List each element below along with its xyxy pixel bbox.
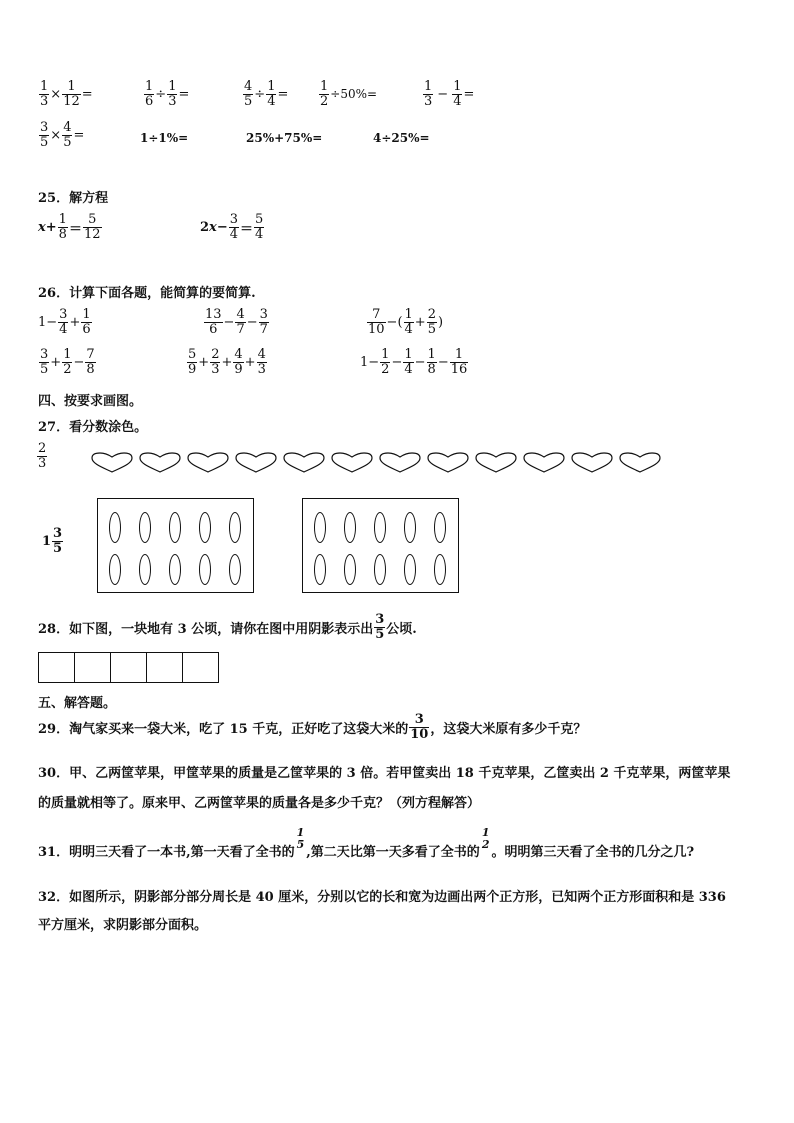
q25-equation1: x+ $\frac{1}{8}$ ＝ $\frac{5}{12}$	[38, 212, 101, 242]
oval-shape[interactable]	[344, 554, 356, 585]
q25-equation2: 2x− $\frac{3}{4}$ ＝ $\frac{5}{4}$	[200, 212, 264, 242]
oval-shape[interactable]	[169, 512, 181, 543]
land-grid-cell[interactable]	[74, 652, 111, 683]
heart-shape[interactable]	[522, 452, 566, 478]
section-4-heading: 四、按要求画图。	[38, 394, 143, 409]
heart-shape[interactable]	[426, 452, 470, 478]
calc-row2-expr2: 1÷1%=	[140, 131, 189, 145]
q31-text: 31．明明三天看了一本书,第一天看了全书的 1 5 ,第二天比第一天多看了全书的 1 2 。明明第三天看了全书的几分之几?	[38, 826, 695, 861]
q27-fraction-ovals: 1 $\frac{3}{5}$	[42, 526, 63, 556]
oval-shape[interactable]	[374, 554, 386, 585]
heart-shape[interactable]	[330, 452, 374, 478]
calc-row2-expr3: 25%+75%=	[246, 131, 323, 145]
oval-shape[interactable]	[229, 512, 241, 543]
land-grid-cell[interactable]	[38, 652, 75, 683]
oval-shape[interactable]	[404, 554, 416, 585]
oval-shape[interactable]	[109, 554, 121, 585]
oval-shape[interactable]	[374, 512, 386, 543]
calc-row2-expr1: $\frac{3}{5}$ × $\frac{4}{5}$ =	[40, 120, 85, 150]
calc-row2-expr4: 4÷25%=	[373, 131, 430, 145]
heart-shape[interactable]	[618, 452, 662, 478]
oval-shape[interactable]	[199, 554, 211, 585]
oval-shape[interactable]	[109, 512, 121, 543]
q27-title: 27．看分数涂色。	[38, 420, 148, 435]
oval-panel-right[interactable]	[302, 498, 459, 593]
q29-text: 29．淘气家买来一袋大米，吃了 15 千克，正好吃了这袋大米的 $\frac{3}{10}$ ，这袋大米原有多少千克？	[38, 712, 587, 742]
oval-shape[interactable]	[344, 512, 356, 543]
oval-shape[interactable]	[434, 554, 446, 585]
heart-shape[interactable]	[378, 452, 422, 478]
calc-row1-expr2: $\frac{1}{6}$ ÷ $\frac{1}{3}$ =	[145, 79, 190, 109]
land-grid-cell[interactable]	[110, 652, 147, 683]
oval-shape[interactable]	[404, 512, 416, 543]
oval-shape[interactable]	[434, 512, 446, 543]
q26-expr2: $\frac{13}{6}$ − $\frac{4}{7}$ − $\frac{3}{7}$	[205, 307, 268, 337]
q26-expr5: $\frac{5}{9}$ + $\frac{2}{3}$ + $\frac{4}{9}$ + $\frac{4}{3}$	[188, 347, 266, 377]
heart-shape[interactable]	[138, 452, 182, 478]
calc-row1-expr3: $\frac{4}{5}$ ÷ $\frac{1}{4}$ =	[244, 79, 289, 109]
q26-expr1: 1− $\frac{3}{4}$ + $\frac{1}{6}$	[38, 307, 91, 337]
calc-row1-expr4: $\frac{1}{2}$ ÷50%=	[320, 79, 378, 109]
heart-shape[interactable]	[234, 452, 278, 478]
land-grid-cell[interactable]	[146, 652, 183, 683]
q27-fraction-hearts: $\frac{2}{3}$	[38, 441, 47, 471]
q25-title: 25．解方程	[38, 191, 109, 206]
q30-line1: 30．甲、乙两筐苹果，甲筐苹果的质量是乙筐苹果的 3 倍。若甲筐卖出 18 千克苹果，乙筐卖出 2 千克苹果，两筐苹果	[38, 766, 731, 781]
q28-text: 28．如下图，一块地有 3 公顷，请你在图中用阴影表示出 $\frac{3}{5}$ 公顷.	[38, 612, 417, 642]
land-grid-cell[interactable]	[182, 652, 219, 683]
calc-row1-expr1: $\frac{1}{3}$ × $\frac{1}{12}$ =	[40, 79, 93, 109]
oval-shape[interactable]	[199, 512, 211, 543]
oval-shape[interactable]	[314, 512, 326, 543]
q30-line2: 的质量就相等了。原来甲、乙两筐苹果的质量各是多少千克？（列方程解答）	[38, 796, 481, 811]
q32-line1: 32．如图所示，阴影部分部分周长是 40 厘米，分别以它的长和宽为边画出两个正方形，已知两个正方形面积和是 336	[38, 890, 726, 905]
oval-shape[interactable]	[169, 554, 181, 585]
section-5-heading: 五、解答题。	[38, 696, 117, 711]
calc-row1-expr5: $\frac{1}{3}$ − $\frac{1}{4}$ =	[424, 79, 475, 109]
q26-expr3: $\frac{7}{10}$ −( $\frac{1}{4}$ + $\frac{2}{5}$ )	[368, 307, 444, 337]
oval-shape[interactable]	[139, 554, 151, 585]
q26-expr4: $\frac{3}{5}$ + $\frac{1}{2}$ − $\frac{7}{8}$	[40, 347, 95, 377]
oval-shape[interactable]	[314, 554, 326, 585]
oval-shape[interactable]	[229, 554, 241, 585]
heart-shape[interactable]	[282, 452, 326, 478]
q26-title: 26．计算下面各题，能简算的要简算.	[38, 286, 256, 301]
heart-shape[interactable]	[90, 452, 134, 478]
q26-expr6: 1− $\frac{1}{2}$ − $\frac{1}{4}$ − $\frac{1}{8}$ − $\frac{1}{16}$	[360, 347, 468, 377]
q32-line2: 平方厘米，求阴影部分面积。	[38, 918, 208, 933]
heart-shape[interactable]	[474, 452, 518, 478]
heart-shape[interactable]	[186, 452, 230, 478]
oval-shape[interactable]	[139, 512, 151, 543]
heart-shape[interactable]	[570, 452, 614, 478]
oval-panel-left[interactable]	[97, 498, 254, 593]
